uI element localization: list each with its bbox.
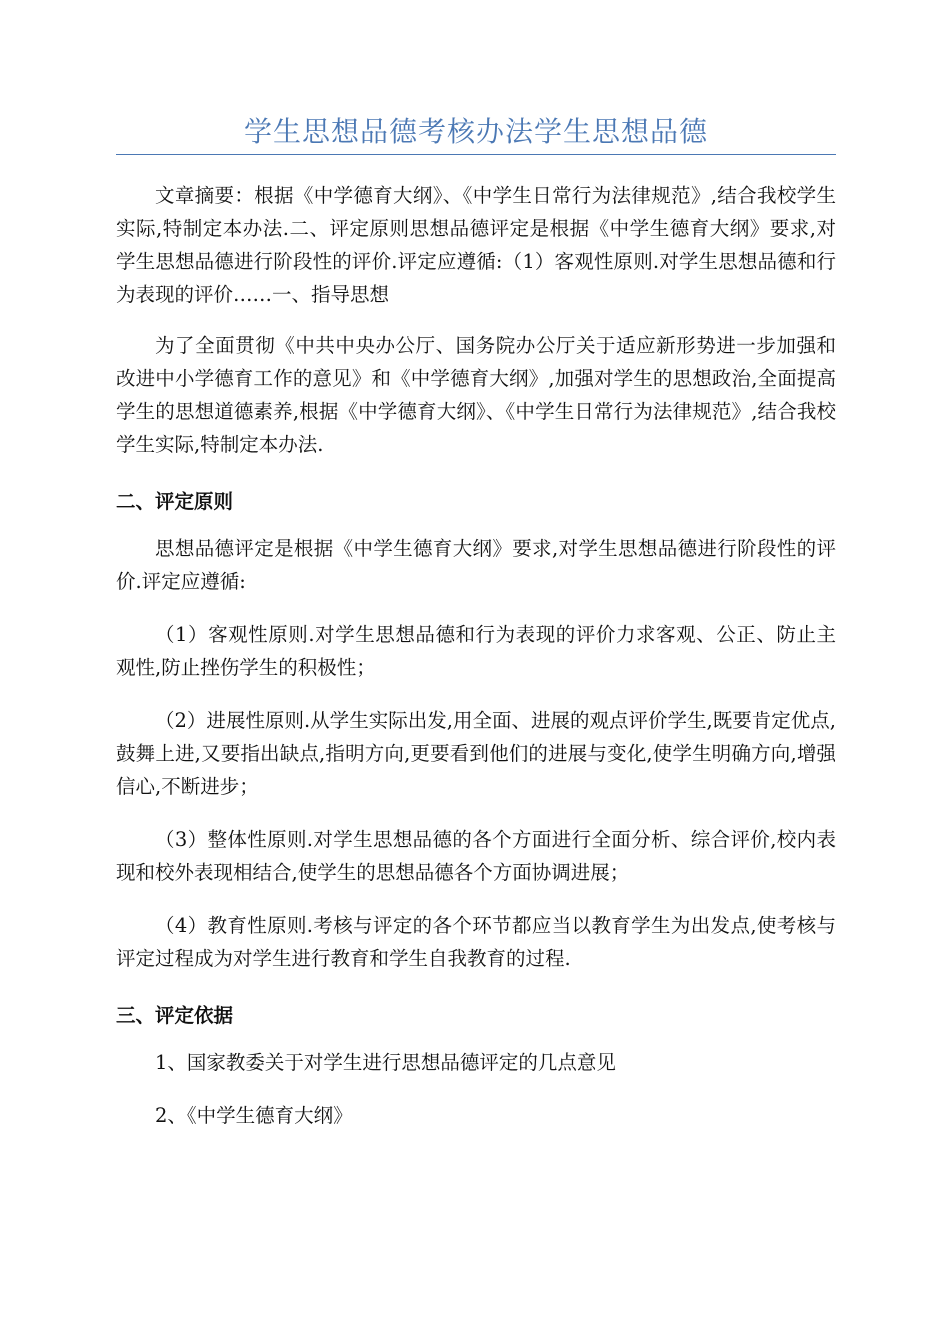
basis-item-2: 2、《中学生德育大纲》 — [155, 1104, 353, 1127]
principle-item-2: （2）进展性原则.从学生实际出发,用全面、进展的观点评价学生,既要肯定优点,鼓舞上进,又要指出缺点,指明方向,更要看到他们的进展与变化,使学生明确方向,增强信心,不断进步； — [116, 709, 836, 798]
basis-item-1: 1、国家教委关于对学生进行思想品德评定的几点意见 — [155, 1051, 616, 1074]
document-title: 学生思想品德考核办法学生思想品德 — [116, 112, 836, 155]
abstract-paragraph: 文章摘要：根据《中学德育大纲》、《中学生日常行为法律规范》,结合我校学生实际,特制定本办法.二、评定原则思想品德评定是根据《中学生德育大纲》要求,对学生思想品德进行阶段性的评价.评定应遵循:（1）客观性原则.对学生思想品德和行为表现的评价……一、指导思想 — [116, 184, 836, 306]
principle-item-3: （3）整体性原则.对学生思想品德的各个方面进行全面分析、综合评价,校内表现和校外表现相结合,使学生的思想品德各个方面协调进展； — [116, 828, 836, 884]
intro-paragraph: 为了全面贯彻《中共中央办公厅、国务院办公厅关于适应新形势进一步加强和改进中小学德育工作的意见》和《中学德育大纲》,加强对学生的思想政治,全面提高学生的思想道德素养,根据《中学德育大纲》、《中学生日常行为法律规范》,结合我校学生实际,特制定本办法. — [116, 334, 836, 456]
principle-item-4: （4）教育性原则.考核与评定的各个环节都应当以教育学生为出发点,使考核与评定过程成为对学生进行教育和学生自我教育的过程. — [116, 914, 836, 970]
section-heading-basis: 三、评定依据 — [116, 1004, 234, 1027]
document-page — [116, 112, 836, 1132]
principles-intro: 思想品德评定是根据《中学生德育大纲》要求,对学生思想品德进行阶段性的评价.评定应遵循: — [116, 537, 836, 593]
section-heading-principles: 二、评定原则 — [116, 490, 234, 513]
principle-item-1: （1）客观性原则.对学生思想品德和行为表现的评价力求客观、公正、防止主观性,防止挫伤学生的积极性； — [116, 623, 836, 679]
